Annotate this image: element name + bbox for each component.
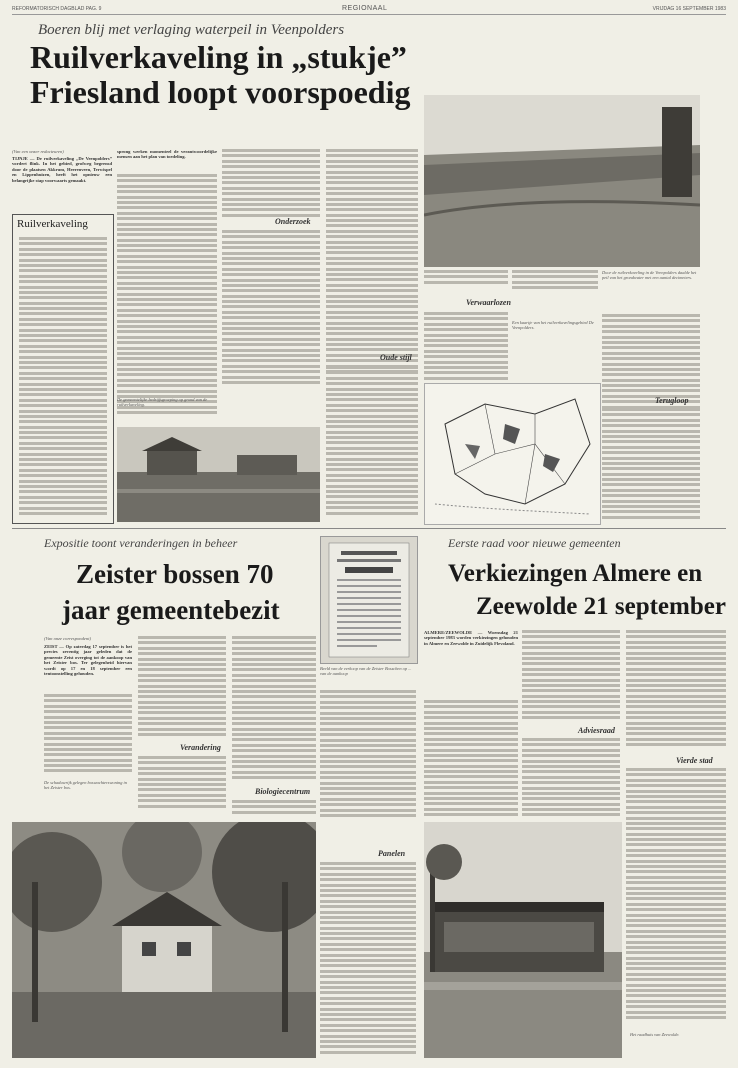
article1-column-4a [326, 149, 418, 379]
page-header [12, 6, 726, 15]
subhead-terugloop: Terugloop [655, 396, 689, 405]
article2-column-4b [320, 862, 416, 1058]
article3-headline-line1: Verkiezingen Almere en [448, 560, 703, 587]
subhead-verandering: Verandering [180, 743, 221, 752]
article1-lead2: sprong werken momenteel de verantwoordelijke mensen aan het plan van toedeling. [117, 149, 217, 160]
caption-document: Beeld van de verkoop van de Zeister Bosschen op ... van de aankoop [320, 666, 412, 676]
map-image [425, 384, 600, 524]
article1-column-5c [424, 312, 508, 382]
article3-column-2a [522, 630, 620, 724]
building-photo-image [424, 822, 622, 1058]
article2-byline: (Van onze correspondent) [44, 636, 92, 641]
building-photo [424, 822, 622, 1058]
article3-kicker: Eerste raad voor nieuwe gemeenten [448, 536, 621, 550]
article1-column-3a [222, 149, 320, 219]
subhead-oude-stijl: Oude stijl [380, 353, 412, 362]
article1-lead: TIJNJE — De ruilverkaveling „De Veenpolders” vordert flink. In het gebied, grofweg begrensd door de plaatsen Akkrum, Heerenveen, Terwispel en Lippenhuizen, heeft het opnieuw een belangrijke stap voorwaarts gemaakt. [12, 156, 112, 183]
article1-column-6b [602, 408, 700, 522]
article1-column-3b [222, 230, 320, 390]
article2-column-4a [320, 690, 416, 818]
article2-column-2a [138, 636, 226, 741]
farm-photo-image [117, 427, 320, 522]
article1-byline: (Van een onzer redacteuren) [12, 149, 64, 154]
caption-farm: De gemeentelijke bedrijfsgroeping op grond van de ruilverkaveling. [117, 397, 208, 407]
subhead-panelen: Panelen [378, 849, 406, 858]
inset-title: Ruilverkaveling [17, 218, 88, 230]
farm-photo [117, 427, 320, 522]
article3-column-2b [522, 738, 620, 820]
dike-photo [424, 95, 700, 267]
article2-column-1 [44, 694, 132, 774]
article1-column-5b [512, 270, 598, 310]
article1-column-4b [326, 366, 418, 522]
article1-kicker: Boeren blij met verlaging waterpeil in Veenpolders [38, 22, 345, 38]
article2-lead: ZEIST — Op zaterdag 17 september is het precies zeventig jaar geleden dat de gemeente Zeist overging tot de aankoop van het Zeister bos. Ter gelegenheid hiervan wordt op 17 en 18 september een tentoonstelling gehouden. [44, 644, 132, 677]
article3-lead: ALMERE/ZEEWOLDE — Woensdag 21 september 1983 worden verkiezingen gehouden in Almere en Zeewolde in Zuidelijk Flevoland. [424, 630, 518, 646]
article2-column-3b [232, 800, 316, 818]
subhead-vierde-stad: Vierde stad [676, 756, 713, 765]
article2-headline-line2: jaar gemeentebezit [62, 595, 280, 625]
caption-map: Een kaartje van het ruilverkavelingsgebied De Veenpolders. [512, 320, 594, 330]
header-date: VRIJDAG 16 SEPTEMBER 1983 [652, 6, 726, 12]
caption-building: Het raadhuis van Zeewolde. [630, 1032, 680, 1037]
article3-column-3a [626, 630, 726, 750]
section-divider [12, 528, 726, 529]
subhead-onderzoek: Onderzoek [275, 217, 311, 226]
article1-headline-line2: Friesland loopt voorspoedig [30, 74, 411, 110]
article2-kicker: Expositie toont veranderingen in beheer [44, 536, 238, 550]
header-section: REGIONAAL [342, 5, 388, 12]
article2-headline-line1: Zeister bossen 70 [76, 559, 274, 589]
map-figure [424, 383, 601, 525]
caption-dike: Door de ruilverkaveling in de Veenpolders daalde het peil van het grondwater met een aantal decimeters. [602, 270, 697, 280]
article3-column-1 [424, 700, 518, 820]
caption-forest: De schaduwrijk gelegen boswachterswoning in het Zeister bos. [44, 780, 127, 790]
article3-headline-line2: Zeewolde 21 september [476, 593, 726, 620]
subhead-biologiecentrum: Biologiecentrum [255, 787, 311, 796]
article2-column-3a [232, 636, 316, 784]
article1-headline-line1: Ruilverkaveling in „stukje” [30, 39, 407, 75]
article2-column-2b [138, 756, 226, 816]
header-paper-name: REFORMATORISCH DAGBLAD PAG. 9 [12, 6, 102, 12]
document-image [321, 537, 417, 663]
inset-text [19, 237, 107, 517]
subhead-adviesraad: Adviesraad [578, 726, 615, 735]
article1-column-2 [117, 174, 217, 424]
dike-photo-image [424, 95, 700, 267]
document-figure [320, 536, 418, 664]
forest-photo-image [12, 822, 316, 1058]
forest-photo [12, 822, 316, 1058]
article3-column-3b [626, 768, 726, 1028]
subhead-verwaarlozen: Verwaarlozen [466, 298, 511, 307]
article1-inset-box [12, 214, 114, 524]
